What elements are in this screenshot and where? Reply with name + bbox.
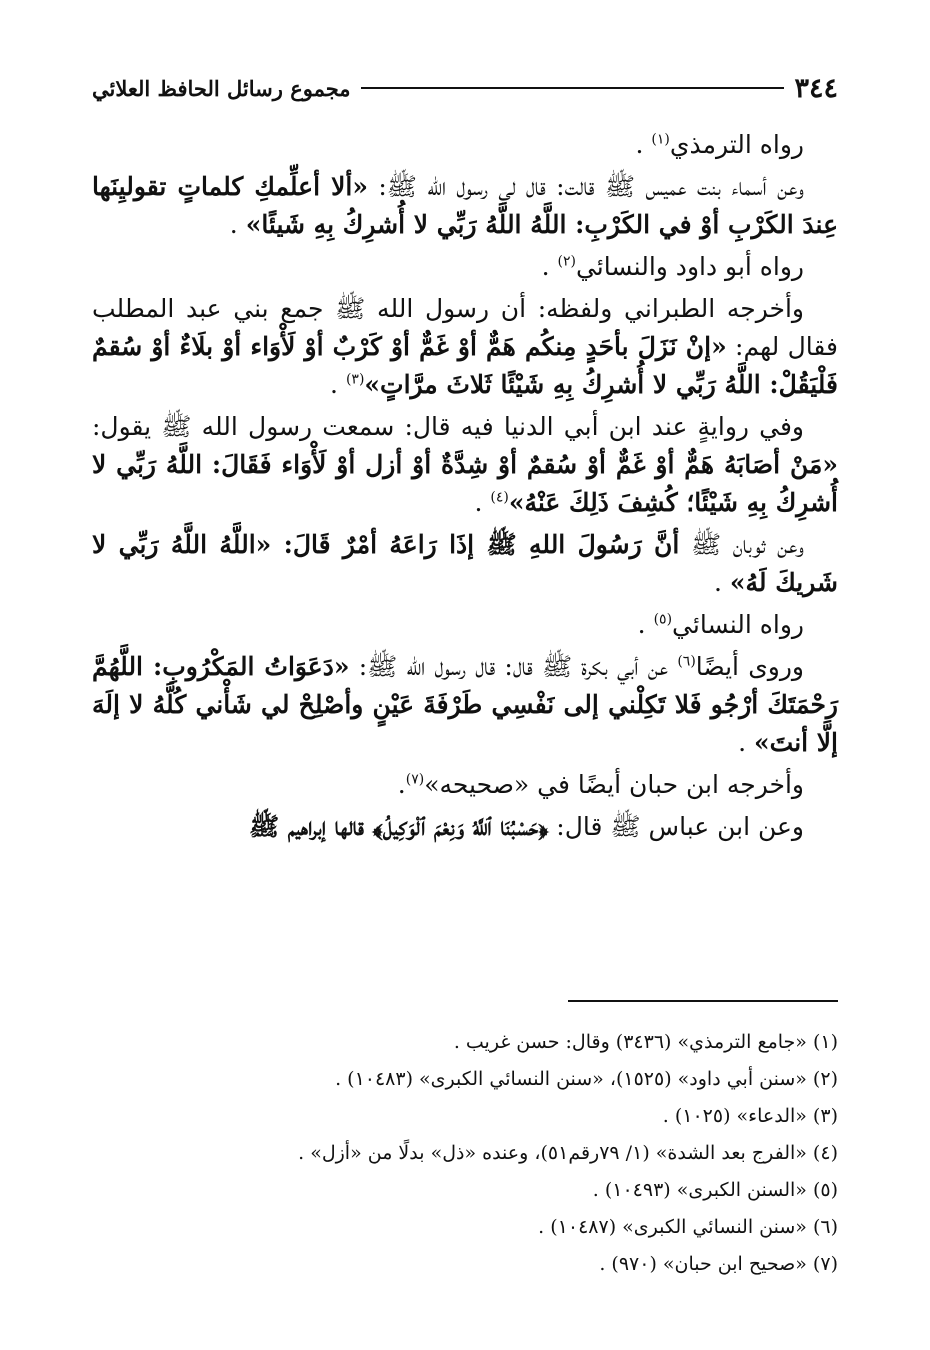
footnotes (92, 1024, 838, 1283)
footnote: (٥) «السنن الكبرى» (١٠٤٩٣) . (592, 1179, 838, 1202)
footnote-marker: (٤) (490, 489, 509, 506)
main-text (92, 126, 838, 850)
hadith-quote: «مَنْ أصَابَهُ هَمٌّ أوْ غَمٌّ أوْ سُقمٌ أوْ شِدَّةٌ أوْ أزل أوْ لَأْوَاء فَقَالَ: اللَّهُ رَبِّي لا أُشرِكُ بِهِ شَيْئًا؛ كُشِفَ ذَلِكَ عَنْهُ» (92, 450, 838, 517)
paragraph: وروى أيضًا$^{(٦)}$ عن أبي بكرة ﷺ قال: قال رسول الله ﷺ: «دَعَوَاتُ المَكْرُوبِ: اللَّهُمَّ رَحْمَتَكَ أرْجُو فَلا تَكِلْني إلى نَفْسِي طَرْفَةَ عَيْنٍ وأصْلِحْ لي شَأْني كُلَّهُ لا إلَهَ إلَّا أنتَ» . (92, 652, 838, 757)
footnote-marker: (١) (651, 131, 670, 148)
footnote-marker: (٣) (345, 371, 365, 388)
footnote-marker: (٧) (405, 771, 425, 788)
paragraph: وأخرجه ابن حبان أيضًا في «صحيحه»$^{(٧)}$. (397, 770, 804, 799)
paragraph: وفي روايةٍ عند ابن أبي الدنيا فيه قال: سمعت رسول الله ﷺ يقول: «مَنْ أصَابَهُ هَمٌّ أوْ غَمٌّ أوْ سُقمٌ أوْ شِدَّةٌ أوْ أزل أوْ لَأْوَاء فَقَالَ: اللَّهُ رَبِّي لا أُشرِكُ بِهِ شَيْئًا؛ كُشِفَ ذَلِكَ عَنْهُ»$^{(٤)}$ . (92, 412, 838, 517)
paragraph: وعن أسماء بنت عميس ﷺ قالت: قال لي رسول الله ﷺ: «ألا أعلِّمكِ كلماتٍ تقوليِنَها عِندَ الكَرْبِ أوْ في الكَرْبِ: اللَّهُ اللَّهُ رَبِّي لا أُشرِكُ بِهِ شَيئًا» . (92, 172, 838, 239)
paragraph: رواه أبو داود والنسائي$^{(٢)}$ . (541, 252, 804, 281)
header-rule (361, 87, 785, 89)
footnote: (٤) «الفرج بعد الشدة» (١/ ٧٩رقم٥١)، وعنده «ذل» بدلًا من «أزل» . (298, 1142, 838, 1165)
running-head (92, 68, 838, 108)
footnote-marker: (٥) (653, 611, 673, 628)
footnote: (١) «جامع الترمذي» (٣٤٣٦) وقال: حسن غريب . (453, 1031, 838, 1053)
hadith-quote: «ألا أعلِّمكِ كلماتٍ تقوليِنَها عِندَ الكَرْبِ أوْ في الكَرْبِ: اللَّهُ اللَّهُ رَبِّي لا أُشرِكُ بِهِ شَيئًا» (92, 172, 838, 239)
hadith-quote: «دَعَوَاتُ المَكْرُوبِ: اللَّهُمَّ رَحْمَتَكَ أرْجُو فَلا تَكِلْني إلى نَفْسِي طَرْفَةَ عَيْنٍ وأصْلِحْ لي شَأْني كُلَّهُ لا إلَهَ إلَّا أنتَ» (92, 652, 838, 757)
hadith-quote: «إنْ نَزَلَ بأحَدٍ مِنكُم هَمٌّ أوْ غَمٌّ أوْ كَرْبٌ أوْ لَأْوَاء أوْ بلَاءٌ أوْ سُقمٌ فَلْيَقُلْ: اللَّهُ رَبِّي لا أُشرِكُ بِهِ شَيْئًا ثَلاثَ مرَّاتٍ» (92, 332, 838, 399)
footnote: (٧) «صحيح ابن حبان» (٩٧٠) . (599, 1253, 838, 1276)
hadith-quote: أنَّ رَسُولَ اللهِ ﷺ إذَا رَاعَهُ أمْرٌ قَالَ: «اللَّهُ اللَّهُ رَبِّي لا شَريكَ لَهُ» (92, 530, 838, 597)
quran-quote: ﴿حَسْبُنَا ٱللَّهُ وَنِعْمَ ٱلْوَكِيلُ﴾ قالها إبراهيم ﷺ (249, 812, 549, 841)
page-number: ٣٤٤ (794, 72, 838, 104)
footnote-marker: (٢) (557, 253, 576, 270)
paragraph: وعن ثوبان ﷺ أنَّ رَسُولَ اللهِ ﷺ إذَا رَاعَهُ أمْرٌ قَالَ: «اللَّهُ اللَّهُ رَبِّي لا شَريكَ لَهُ» . (92, 530, 838, 597)
book-title: مجموع رسائل الحافظ العلائي (92, 75, 351, 101)
paragraph: رواه النسائي$^{(٥)}$ . (637, 610, 804, 639)
footnote: (٣) «الدعاء» (١٠٢٥) . (662, 1105, 838, 1128)
footnote-separator (568, 1000, 838, 1002)
footnote: (٢) «سنن أبي داود» (١٥٢٥)، «سنن النسائي الكبرى» (١٠٤٨٣) . (335, 1068, 838, 1091)
paragraph: وأخرجه الطبراني ولفظه: أن رسول الله ﷺ جمع بني عبد المطلب فقال لهم: «إنْ نَزَلَ بأحَدٍ مِنكُم هَمٌّ أوْ غَمٌّ أوْ كَرْبٌ أوْ لَأْوَاء أوْ بلَاءٌ أوْ سُقمٌ فَلْيَقُلْ: اللَّهُ رَبِّي لا أُشرِكُ بِهِ شَيْئًا ثَلاثَ مرَّاتٍ»$^{(٣)}$ . (92, 294, 838, 399)
footnote-marker: (٦) (677, 653, 696, 670)
paragraph: رواه الترمذي$^{(١)}$ . (635, 130, 804, 159)
paragraph: وعن ابن عباس ﷺ قال: ﴿حَسْبُنَا ٱللَّهُ وَنِعْمَ ٱلْوَكِيلُ﴾ قالها إبراهيم ﷺ (249, 812, 804, 841)
footnote: (٦) «سنن النسائي الكبرى» (١٠٤٨٧) . (538, 1216, 838, 1239)
